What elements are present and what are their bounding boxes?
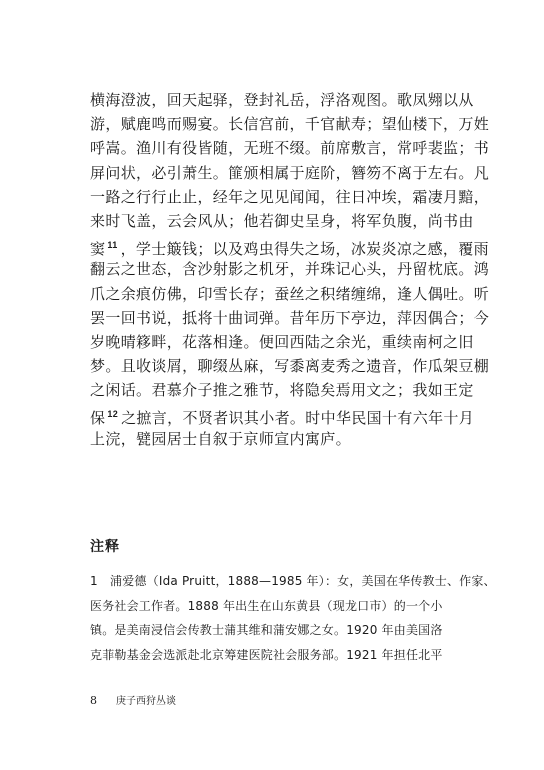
note-line: 克菲勒基金会选派赴北京筹建医院社会服务部。1921 年担任北平	[90, 647, 443, 662]
footnote-ref-11: 11	[107, 240, 118, 251]
footnote-ref-12: 12	[107, 409, 119, 420]
body-line: 游，赋鹿鸣而赐宴。长信宫前，千官献寿；望仙楼下，万姓	[90, 115, 490, 134]
body-line: 岁晚晴簃畔，花落相逢。便回西陆之余光，重续南柯之旧	[90, 332, 474, 351]
note-line: 医务社会工作者。1888 年出生在山东黄县（现龙口市）的一个小	[90, 598, 443, 613]
body-text-segment: 保	[90, 409, 106, 428]
body-line: 罢一回书说，抵将十曲词弹。昔年历下亭边，萍因偶合；今	[90, 308, 490, 327]
page-footer	[90, 692, 176, 707]
body-line: 屏问状，必引萧生。篚颁相属于庭阶，簪笏不离于左右。凡	[90, 163, 490, 182]
preface-body	[90, 88, 490, 451]
body-line: 呼嵩。渔川有役皆随，无班不缀。前席敷言，常呼裴监；书	[90, 139, 490, 158]
running-title: 庚子西狩丛谈	[116, 696, 176, 707]
body-line: 爪之余痕仿佛，印雪长存；蚕丝之积绪缠绵，逢人偶吐。听	[90, 284, 490, 303]
body-text-segment: ，学士簸钱；以及鸡虫得失之场，冰炭炎凉之感，覆雨	[120, 240, 489, 259]
note-line: 1 浦爱德（Ida Pruitt，1888—1985 年）：女，美国在华传教士、作家、	[90, 574, 496, 588]
notes-body	[90, 569, 496, 667]
body-line: 翻云之世态，含沙射影之机牙，并珠记心头，丹留枕底。鸿	[90, 260, 490, 279]
body-line	[90, 233, 489, 259]
body-line: 之闲话。君慕介子推之雅节，将隐矣焉用文之；我如王定	[90, 381, 474, 400]
body-text-segment: 之摭言，不贤者识其小者。时中华民国十有六年十月	[121, 409, 475, 428]
note-line: 镇。是美南浸信会传教士蒲其维和蒲安娜之女。1920 年由美国洛	[90, 623, 443, 638]
body-line: 横海澄波，回天起驿，登封礼岳，浮洛观图。歌凤翙以从	[90, 91, 474, 109]
body-text-segment: 窦	[90, 240, 106, 259]
notes-heading: 注释	[90, 539, 120, 555]
body-line: 来时飞盖，云会风从；他若御史呈身，将军负腹，尚书由	[90, 211, 474, 230]
body-line: 梦。且收谈屑，聊缀丛麻，写黍离麦秀之遗音，作瓜架豆棚	[90, 357, 490, 376]
body-line	[90, 402, 475, 428]
page-number: 8	[90, 694, 97, 707]
body-line: 一路之行行止止，经年之见见闻闻，往日冲埃，霜凄月黯，	[90, 187, 490, 206]
body-line: 上浣，甓园居士自叙于京师宣内寓庐。	[90, 429, 351, 448]
